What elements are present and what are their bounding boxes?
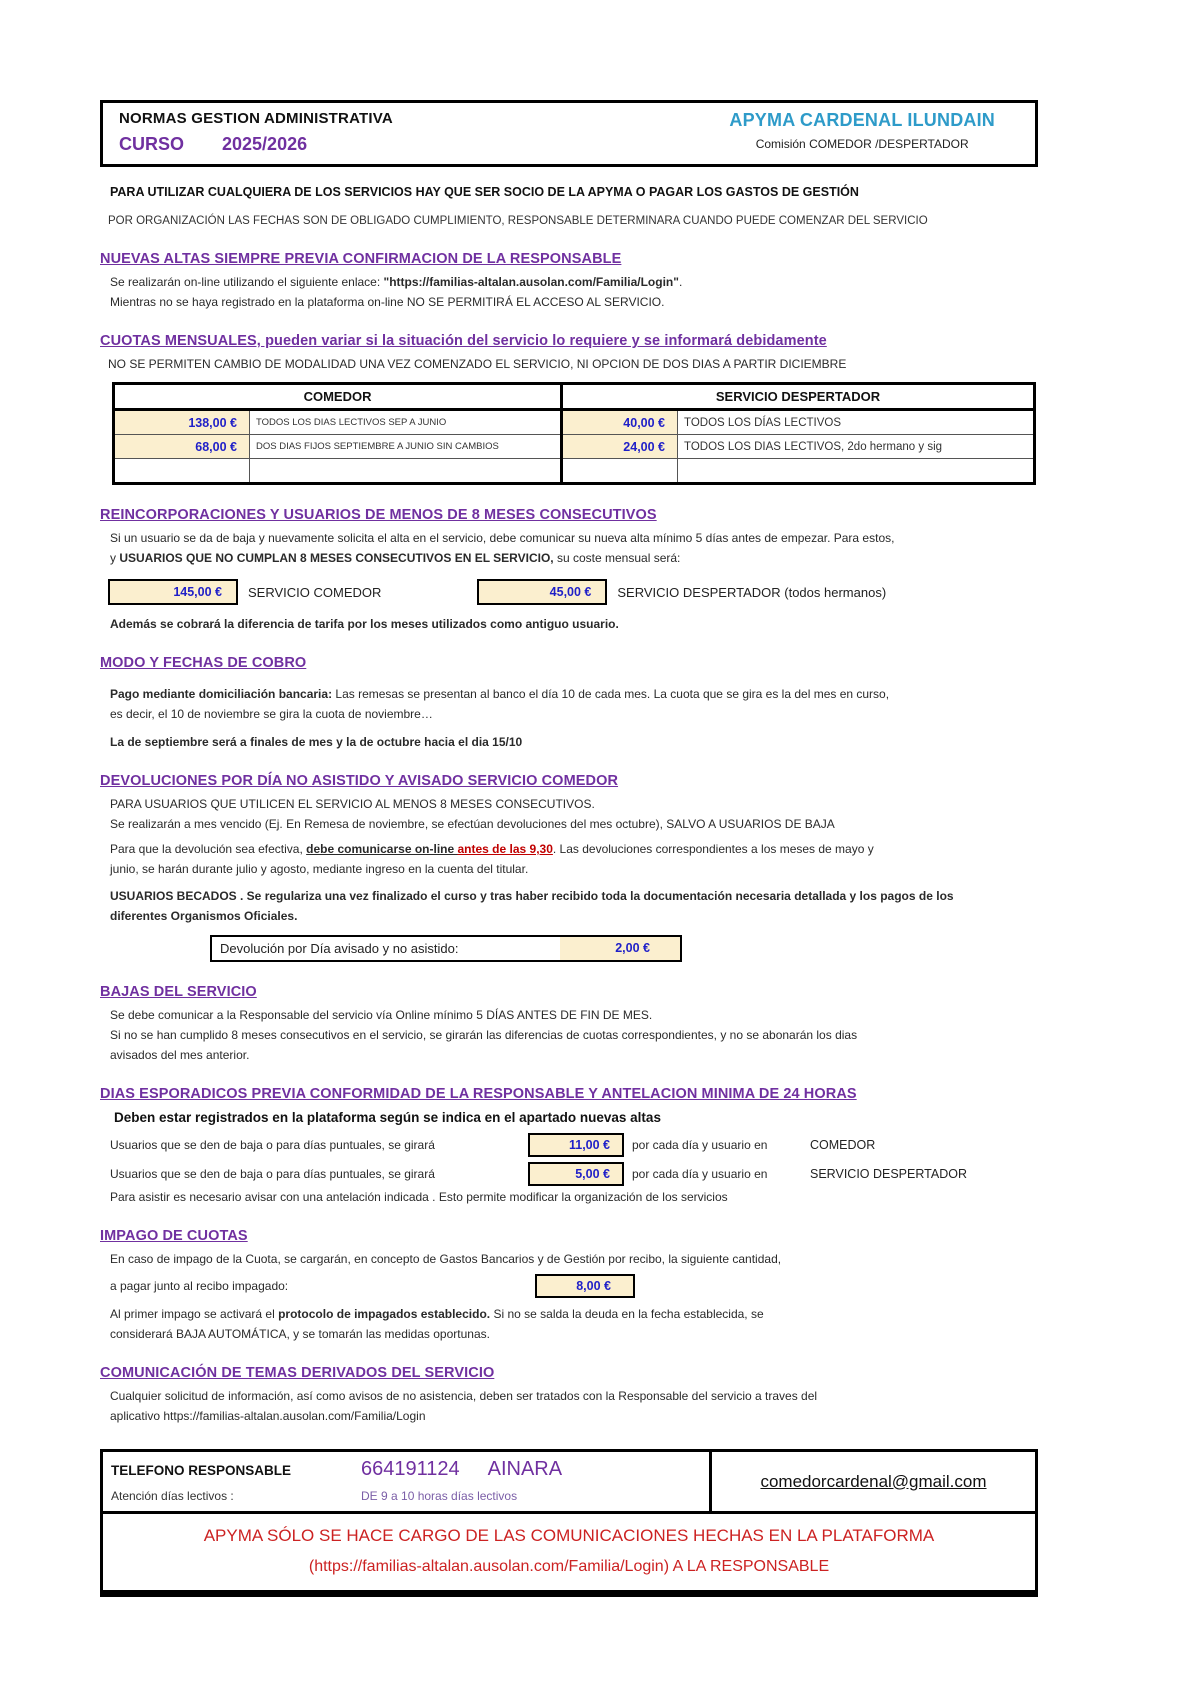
fee-value bbox=[114, 459, 250, 484]
section-heading-nuevas-altas: NUEVAS ALTAS SIEMPRE PREVIA CONFIRMACION DE LA RESPONSABLE bbox=[100, 251, 622, 267]
refund-label: Devolución por Día avisado y no asistido: bbox=[212, 937, 560, 960]
impago-surcharge-row bbox=[110, 1274, 1038, 1298]
nuevas-altas-line-1-post: . bbox=[678, 275, 683, 289]
organization-name: APYMA CARDENAL ILUNDAIN bbox=[729, 110, 995, 130]
devoluciones-line-1: PARA USUARIOS QUE UTILICEN EL SERVICIO AL MENOS 8 MESES CONSECUTIVOS. bbox=[110, 797, 595, 811]
esporadicos-row-2-service: SERVICIO DESPERTADOR bbox=[810, 1167, 967, 1181]
nuevas-altas-line-1 bbox=[110, 273, 1038, 291]
warning-line-2: (https://familias-altalan.ausolan.com/Familia/Login) A LA RESPONSABLE bbox=[308, 1558, 830, 1575]
despertador-reincorporation bbox=[477, 579, 886, 605]
devoluciones-deadline: antes de las 9,30 bbox=[457, 842, 553, 856]
cuotas-note: NO SE PERMITEN CAMBIO DE MODALIDAD UNA VEZ COMENZADO EL SERVICIO, NI OPCION DE DOS DIAS A PARTIR DICIEMBRE bbox=[108, 357, 847, 371]
fees-table bbox=[112, 382, 1036, 485]
becados-line-1: USUARIOS BECADOS . Se regulariza una vez finalizado el curso y tras haber recibido toda la documentación necesaria detallada y los pagos de los bbox=[110, 889, 954, 903]
esporadicos-note: Para asistir es necesario avisar con una antelación indicada . Esto permite modificar la organización de los servicios bbox=[110, 1190, 728, 1204]
esporadicos-row-2-text: Usuarios que se den de baja o para días puntuales, se girará bbox=[110, 1167, 435, 1181]
impago-line-1: En caso de impago de la Cuota, se cargarán, en concepto de Gastos Bancarios y de Gestión por recibo, la siguiente cantidad, bbox=[110, 1252, 782, 1266]
fee-value: 138,00 € bbox=[114, 410, 250, 435]
comunicacion-line-1: Cualquier solicitud de información, así como avisos de no asistencia, deben ser tratados con la Responsable del servicio a traves del bbox=[110, 1389, 818, 1403]
responsible-name: AINARA bbox=[487, 1458, 563, 1480]
fee-value: 68,00 € bbox=[114, 435, 250, 459]
despertador-reincorporation-label: SERVICIO DESPERTADOR (todos hermanos) bbox=[617, 584, 887, 600]
attention-label: Atención días lectivos : bbox=[111, 1489, 234, 1503]
reincorporaciones-line-2-bold: USUARIOS QUE NO CUMPLAN 8 MESES CONSECUTIVOS EN EL SERVICIO, bbox=[119, 551, 554, 565]
warning-box bbox=[100, 1511, 1038, 1597]
comunicacion-line-2: aplicativo https://familias-altalan.ausolan.com/Familia/Login bbox=[110, 1409, 426, 1423]
nuevas-altas-login-url: "https://familias-altalan.ausolan.com/Familia/Login" bbox=[383, 275, 679, 289]
esporadicos-comedor-price: 11,00 € bbox=[528, 1133, 624, 1157]
cobro-line-2: es decir, el 10 de noviembre se gira la cuota de noviembre… bbox=[110, 707, 433, 721]
cobro-line-3: La de septiembre será a finales de mes y la de octubre hacia el dia 15/10 bbox=[110, 735, 523, 749]
esporadicos-subheading: Deben estar registrados en la plataforma según se indica en el apartado nuevas altas bbox=[114, 1110, 661, 1125]
devoluciones-line-3-pre: Para que la devolución sea efectiva, bbox=[110, 842, 307, 856]
impago-line-3-bold: protocolo de impagados establecido. bbox=[278, 1307, 491, 1321]
fees-header-row bbox=[114, 384, 1035, 410]
fee-desc: TODOS LOS DÍAS LECTIVOS bbox=[678, 410, 1035, 435]
impago-surcharge-label: a pagar junto al recibo impagado: bbox=[110, 1279, 289, 1293]
bajas-line-3: avisados del mes anterior. bbox=[110, 1048, 250, 1062]
contact-box bbox=[100, 1449, 1038, 1514]
intro-line-2: POR ORGANIZACIÓN LAS FECHAS SON DE OBLIGADO CUMPLIMIENTO, RESPONSABLE DETERMINARA CUANDO PUEDE COMENZAR DEL SERVICIO bbox=[108, 215, 928, 227]
fees-row-1 bbox=[114, 410, 1035, 435]
reincorporaciones-line-2 bbox=[110, 549, 1038, 567]
intro-line-1: PARA UTILIZAR CUALQUIERA DE LOS SERVICIOS HAY QUE SER SOCIO DE LA APYMA O PAGAR LOS GASTOS DE GESTIÓN bbox=[110, 185, 859, 199]
fee-desc bbox=[250, 459, 562, 484]
refund-value: 2,00 € bbox=[560, 937, 680, 960]
devoluciones-line-3-bold: debe comunicarse on-line bbox=[306, 842, 458, 856]
fee-value: 24,00 € bbox=[562, 435, 678, 459]
course-label: CURSO bbox=[119, 134, 185, 154]
header-box bbox=[100, 100, 1038, 167]
fees-header-comedor: COMEDOR bbox=[114, 384, 562, 410]
impago-line-3-pre: Al primer impago se activará el bbox=[110, 1307, 279, 1321]
document-title: NORMAS GESTION ADMINISTRATIVA bbox=[119, 110, 393, 127]
nuevas-altas-line-1-pre: Se realizarán on-line utilizando el siguiente enlace: bbox=[110, 275, 384, 289]
despertador-reincorporation-price: 45,00 € bbox=[477, 579, 607, 605]
esporadicos-despertador-price: 5,00 € bbox=[528, 1162, 624, 1186]
phone-number: 664191124 bbox=[361, 1458, 460, 1480]
fee-desc: TODOS LOS DIAS LECTIVOS, 2do hermano y sig bbox=[678, 435, 1035, 459]
contact-left bbox=[103, 1452, 709, 1511]
bajas-line-2: Si no se han cumplido 8 meses consecutivos en el servicio, se girarán las diferencias de cuotas correspondientes, y no se abonarán los dias bbox=[110, 1028, 858, 1042]
header-left bbox=[119, 110, 393, 155]
nuevas-altas-line-2: Mientras no se haya registrado en la plataforma on-line NO SE PERMITIRÁ EL ACCESO AL SERVICIO. bbox=[110, 295, 665, 309]
fee-desc: DOS DIAS FIJOS SEPTIEMBRE A JUNIO SIN CAMBIOS bbox=[250, 435, 562, 459]
reincorporaciones-line-1: Si un usuario se da de baja y nuevamente solicita el alta en el servicio, debe comunicar su nueva alta mínimo 5 días antes de empezar. Para estos, bbox=[110, 531, 895, 545]
reincorporaciones-line-2-post: su coste mensual será: bbox=[553, 551, 681, 565]
fee-value bbox=[562, 459, 678, 484]
section-heading-cuotas: CUOTAS MENSUALES, pueden variar si la situación del servicio lo requiere y se informará debidamente bbox=[100, 333, 827, 349]
cobro-line-1-bold: Pago mediante domiciliación bancaria: bbox=[110, 687, 333, 701]
course-line bbox=[119, 134, 393, 155]
course-value: 2025/2026 bbox=[222, 134, 308, 154]
devoluciones-line-3 bbox=[110, 840, 1038, 858]
fee-value: 40,00 € bbox=[562, 410, 678, 435]
impago-line-4: considerará BAJA AUTOMÁTICA, y se tomarán las medidas oportunas. bbox=[110, 1327, 490, 1341]
commission-name: Comisión COMEDOR /DESPERTADOR bbox=[755, 137, 969, 151]
phone-row bbox=[111, 1458, 709, 1481]
devoluciones-line-3-post: . Las devoluciones correspondientes a los meses de mayo y bbox=[552, 842, 874, 856]
impago-line-3 bbox=[110, 1305, 1038, 1323]
section-heading-bajas: BAJAS DEL SERVICIO bbox=[100, 984, 257, 1000]
section-heading-devoluciones: DEVOLUCIONES POR DÍA NO ASISTIDO Y AVISADO SERVICIO COMEDOR bbox=[100, 773, 619, 789]
reincorporaciones-prices bbox=[108, 579, 1038, 605]
esporadicos-row-1-text: Usuarios que se den de baja o para días puntuales, se girará bbox=[110, 1138, 435, 1152]
contact-right bbox=[709, 1452, 1035, 1511]
becados-line-2: diferentes Organismos Oficiales. bbox=[110, 909, 298, 923]
reincorporaciones-line-2-pre: y bbox=[110, 551, 120, 565]
fee-desc bbox=[678, 459, 1035, 484]
section-heading-impago: IMPAGO DE CUOTAS bbox=[100, 1228, 248, 1244]
comedor-reincorporation-label: SERVICIO COMEDOR bbox=[248, 584, 382, 600]
impago-line-3-post: Si no se salda la deuda en la fecha establecida, se bbox=[490, 1307, 764, 1321]
cobro-line-1 bbox=[110, 685, 1038, 703]
document-content bbox=[100, 100, 1038, 1597]
header-right bbox=[729, 110, 1021, 151]
attention-row bbox=[111, 1489, 709, 1503]
section-heading-reincorporaciones: REINCORPORACIONES Y USUARIOS DE MENOS DE 8 MESES CONSECUTIVOS bbox=[100, 507, 657, 523]
phone-label: TELEFONO RESPONSABLE bbox=[111, 1463, 292, 1478]
section-heading-comunicacion: COMUNICACIÓN DE TEMAS DERIVADOS DEL SERVICIO bbox=[100, 1365, 495, 1381]
fee-desc: TODOS LOS DIAS LECTIVOS SEP A JUNIO bbox=[250, 410, 562, 435]
comedor-reincorporation-price: 145,00 € bbox=[108, 579, 238, 605]
attention-hours: DE 9 a 10 horas días lectivos bbox=[361, 1489, 518, 1503]
section-heading-esporadicos: DIAS ESPORADICOS PREVIA CONFORMIDAD DE LA RESPONSABLE Y ANTELACION MINIMA DE 24 HORAS bbox=[100, 1086, 857, 1102]
contact-email: comedorcardenal@gmail.com bbox=[760, 1471, 987, 1491]
section-heading-cobro: MODO Y FECHAS DE COBRO bbox=[100, 655, 307, 671]
bajas-line-1: Se debe comunicar a la Responsable del servicio vía Online mínimo 5 DÍAS ANTES DE FIN DE MES. bbox=[110, 1008, 653, 1022]
cobro-line-1-rest: Las remesas se presentan al banco el día 10 de cada mes. La cuota que se gira es la del mes en curso, bbox=[332, 687, 890, 701]
fees-header-despertador: SERVICIO DESPERTADOR bbox=[562, 384, 1035, 410]
impago-surcharge-value: 8,00 € bbox=[535, 1274, 635, 1298]
fees-row-2 bbox=[114, 435, 1035, 459]
fees-row-empty bbox=[114, 459, 1035, 484]
esporadicos-row-despertador bbox=[110, 1162, 1038, 1186]
phone-value bbox=[361, 1458, 562, 1481]
devoluciones-line-4: junio, se harán durante julio y agosto, mediante ingreso en la cuenta del titular. bbox=[110, 862, 529, 876]
esporadicos-row-1-post: por cada día y usuario en bbox=[632, 1138, 768, 1152]
refund-box bbox=[210, 935, 682, 962]
esporadicos-row-1-service: COMEDOR bbox=[810, 1138, 876, 1152]
devoluciones-line-2: Se realizarán a mes vencido (Ej. En Remesa de noviembre, se efectúan devoluciones del mes octubre), SALVO A USUARIOS DE BAJA bbox=[110, 817, 835, 831]
warning-line-1: APYMA SÓLO SE HACE CARGO DE LAS COMUNICACIONES HECHAS EN LA PLATAFORMA bbox=[203, 1526, 935, 1545]
esporadicos-row-2-post: por cada día y usuario en bbox=[632, 1167, 768, 1181]
reincorporaciones-note: Además se cobrará la diferencia de tarifa por los meses utilizados como antiguo usuario. bbox=[110, 617, 619, 631]
esporadicos-row-comedor bbox=[110, 1133, 1038, 1157]
